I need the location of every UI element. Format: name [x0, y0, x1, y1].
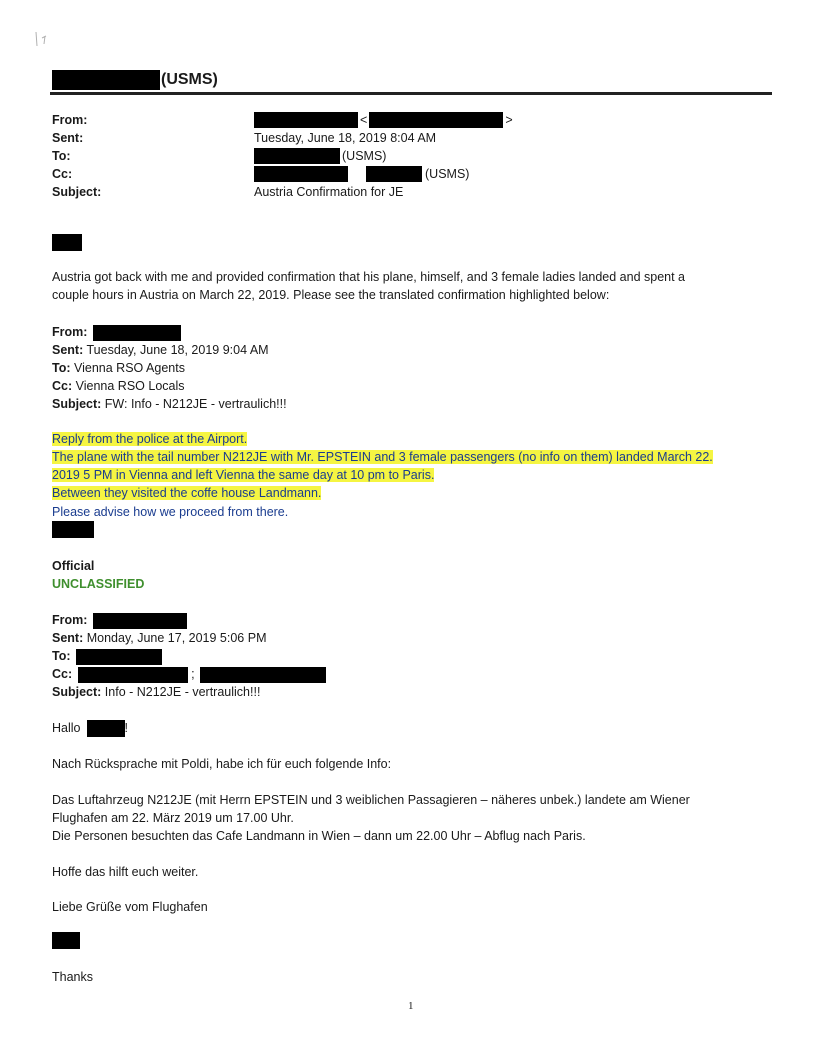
page-number: 1: [408, 1000, 414, 1012]
from-lt: <: [360, 113, 368, 127]
fwd1-from: [52, 323, 181, 341]
fwd2-to: [52, 647, 162, 665]
closing-signature-redaction: [52, 932, 80, 949]
subject-value: Austria Confirmation for JE: [254, 185, 404, 199]
fwd1-cc-value: Vienna RSO Locals: [75, 379, 185, 393]
fwd2-from-label: From:: [52, 613, 88, 627]
fwd2-sent: [52, 629, 266, 647]
cc-suffix: (USMS): [425, 167, 470, 181]
signature-redaction: [52, 521, 94, 538]
subject-label: Subject:: [52, 185, 102, 199]
fwd2-subject-value: Info - N212JE - vertraulich!!!: [104, 685, 261, 699]
intro-line-2: couple hours in Austria on March 22, 2019. Please see the translated confirmation highlighted below:: [52, 288, 610, 302]
fwd2-to-label: To:: [52, 649, 71, 663]
fwd2-cc-separator: ;: [191, 667, 195, 681]
salutation-redaction: [52, 234, 82, 251]
redaction-block: [93, 613, 187, 629]
to-value: [254, 147, 386, 165]
scan-artifact-mark: [30, 28, 54, 50]
redaction-block: [52, 70, 160, 90]
german-para-2-line-2: Flughafen am 22. März 2019 um 17.00 Uhr.: [52, 811, 294, 825]
fwd2-from: [52, 611, 187, 629]
sent-label: Sent:: [52, 131, 84, 145]
cc-label: Cc:: [52, 167, 73, 181]
from-label: From:: [52, 113, 88, 127]
fwd1-subject: [52, 395, 287, 413]
highlight-line-1: Reply from the police at the Airport.: [52, 432, 248, 446]
title-divider: [50, 92, 772, 95]
redaction-block: [93, 325, 181, 341]
fwd1-to: [52, 359, 185, 377]
german-para-3: Hoffe das hilft euch weiter.: [52, 865, 199, 879]
header-labels: [52, 111, 101, 201]
redaction-block: [76, 649, 162, 665]
redaction-block: [254, 112, 358, 128]
highlight-line-4: Between they visited the coffe house Landmann.: [52, 486, 322, 500]
to-suffix: (USMS): [342, 149, 387, 163]
greeting-line: [52, 719, 128, 737]
redaction-block: [200, 667, 326, 683]
thanks-line: Thanks: [52, 970, 93, 984]
fwd2-subject: [52, 683, 260, 701]
redaction-block: [254, 148, 340, 164]
redaction-block: [87, 720, 125, 737]
fwd1-sent: [52, 341, 269, 359]
fwd2-sent-label: Sent:: [52, 631, 84, 645]
fwd2-sent-value: Monday, June 17, 2019 5:06 PM: [86, 631, 267, 645]
to-label: To:: [52, 149, 71, 163]
from-value: [254, 111, 513, 129]
from-gt: >: [505, 113, 513, 127]
sent-value: Tuesday, June 18, 2019 8:04 AM: [254, 131, 437, 145]
email-title: [52, 68, 218, 92]
greeting-text: Hallo: [52, 721, 81, 735]
official-label: Official: [52, 559, 95, 573]
fwd1-sent-value: Tuesday, June 18, 2019 9:04 AM: [86, 343, 269, 357]
fwd2-cc-label: Cc:: [52, 667, 73, 681]
title-suffix: (USMS): [161, 71, 218, 88]
greeting-end: !: [124, 721, 128, 735]
german-closing: Liebe Grüße vom Flughafen: [52, 900, 208, 914]
intro-line-1: Austria got back with me and provided confirmation that his plane, himself, and 3 female ladies landed and spent a: [52, 270, 686, 284]
fwd1-from-label: From:: [52, 325, 88, 339]
fwd1-cc: [52, 377, 185, 395]
fwd2-cc: [52, 665, 326, 683]
fwd1-cc-label: Cc:: [52, 379, 73, 393]
highlight-line-2: The plane with the tail number N212JE with Mr. EPSTEIN and 3 female passengers (no info on them) landed March 22.: [52, 450, 713, 464]
fwd1-sent-label: Sent:: [52, 343, 84, 357]
fwd1-subject-label: Subject:: [52, 397, 102, 411]
fwd1-to-value: Vienna RSO Agents: [74, 361, 185, 375]
german-para-2-line-3: Die Personen besuchten das Cafe Landmann in Wien – dann um 22.00 Uhr – Abflug nach Paris.: [52, 829, 586, 843]
classification-label: UNCLASSIFIED: [52, 577, 145, 591]
cc-value: [254, 165, 469, 183]
redaction-block: [254, 166, 348, 182]
redaction-block: [369, 112, 503, 128]
advise-line: Please advise how we proceed from there.: [52, 505, 289, 519]
fwd1-subject-value: FW: Info - N212JE - vertraulich!!!: [104, 397, 287, 411]
german-para-2-line-1: Das Luftahrzeug N212JE (mit Herrn EPSTEIN und 3 weiblichen Passagieren – näheres unbek.) landete am Wiener: [52, 793, 690, 807]
redaction-block: [366, 166, 422, 182]
redaction-block: [78, 667, 188, 683]
german-para-1: Nach Rücksprache mit Poldi, habe ich für euch folgende Info:: [52, 757, 392, 771]
fwd2-subject-label: Subject:: [52, 685, 102, 699]
fwd1-to-label: To:: [52, 361, 71, 375]
highlight-line-3: 2019 5 PM in Vienna and left Vienna the same day at 10 pm to Paris.: [52, 468, 435, 482]
